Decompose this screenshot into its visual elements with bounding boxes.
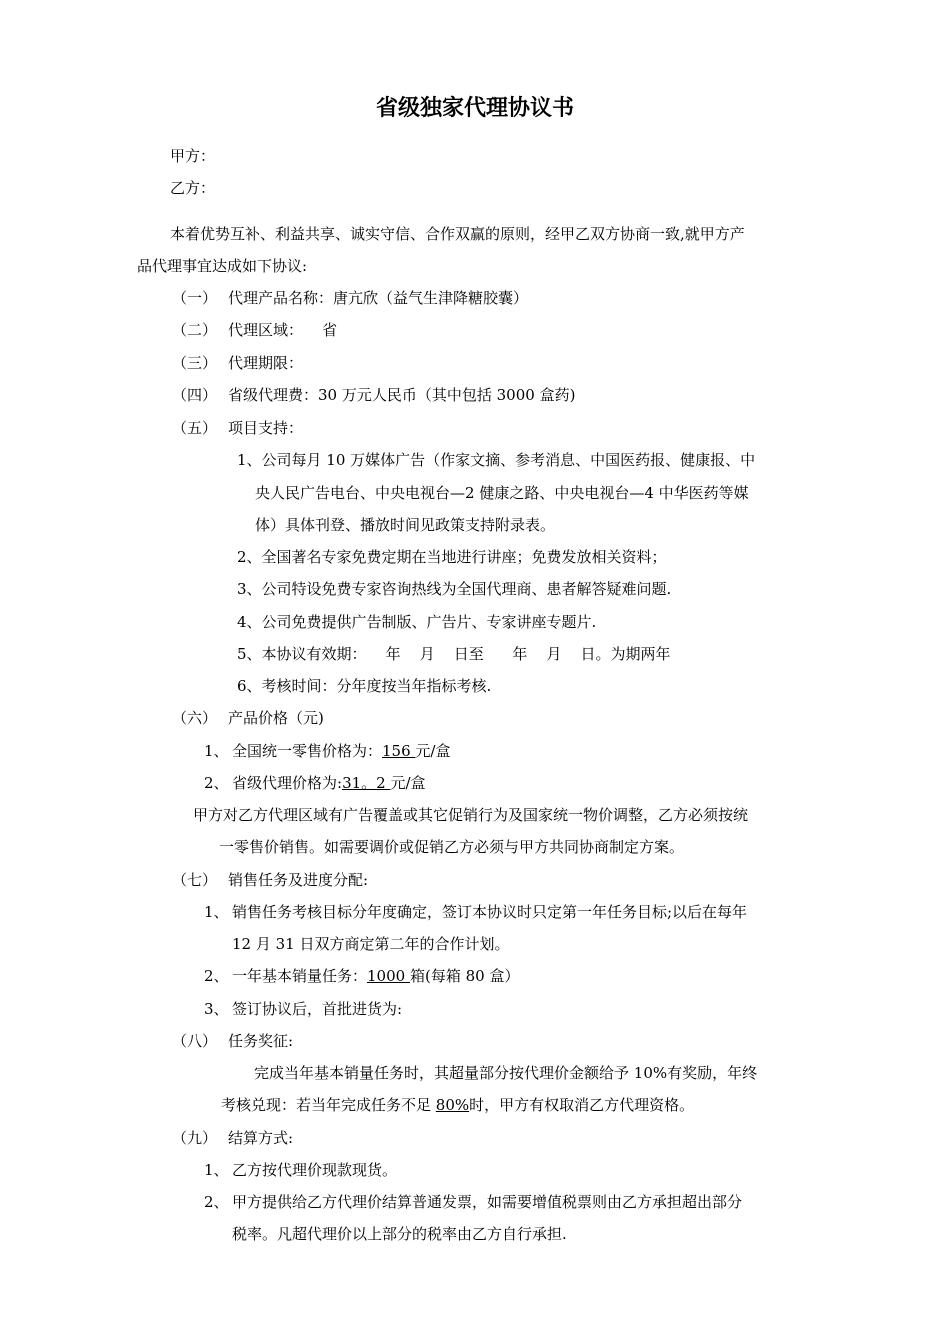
item-number: 3、 [204, 1000, 229, 1018]
task-item-3 [204, 999, 402, 1019]
reward-text: 时，甲方有权取消乙方代理资格。 [469, 1096, 695, 1114]
item-text: 甲方提供给乙方代理价结算普通发票，如需要增值税票则由乙方承担超出部分 [232, 1193, 743, 1211]
section-6 [172, 708, 324, 728]
price-item-1 [204, 741, 450, 761]
section-7 [172, 870, 368, 890]
price-note-line-1: 甲方对乙方代理区域有广告覆盖或其它促销行为及国家统一物价调整，乙方必须按统 [193, 806, 749, 824]
task-item-2 [204, 966, 519, 986]
price-note-line-2: 一零售价销售。如需要调价或促销乙方必须与甲方共同协商制定方案。 [219, 838, 685, 856]
section-number: （六） [172, 709, 218, 727]
settlement-item-2-line-2: 税率。凡超代理价以上部分的税率由乙方自行承担. [232, 1225, 567, 1243]
section-text: 任务奖征: [228, 1032, 294, 1050]
section-text: 代理期限： [228, 354, 304, 372]
item-unit: 元/盒 [390, 774, 426, 792]
section-number: （八） [172, 1032, 218, 1050]
item-unit: 箱(每箱 80 盒） [409, 967, 520, 985]
intro-line-1: 本着优势互补、利益共享、诚实守信、合作双赢的原则，经甲乙双方协商一致,就甲方产 [170, 225, 745, 243]
reward-text: 考核兑现：若当年完成任务不足 [221, 1096, 436, 1114]
section-4 [172, 385, 575, 405]
reward-line-2 [221, 1095, 694, 1115]
item-unit: 元/盒 [415, 742, 451, 760]
item-number: 2、 [204, 967, 229, 985]
section-text: 代理区域： 省 [228, 321, 338, 339]
settlement-item-2-line-1 [204, 1192, 742, 1212]
section-number: （七） [172, 871, 218, 889]
item-number: 1、 [204, 1161, 229, 1179]
section-3 [172, 353, 303, 373]
section-text: 项目支持： [228, 419, 304, 437]
retail-price-value: 156 [382, 742, 416, 760]
price-item-2 [204, 773, 426, 793]
item-number: 2、 [204, 774, 229, 792]
section-text: 代理产品名称：唐亢欣（益气生津降糖胶囊） [228, 289, 529, 307]
item-text: 签订协议后，首批进货为: [232, 1000, 403, 1018]
section-1 [172, 288, 528, 308]
section-9 [172, 1128, 293, 1148]
section-number: （九） [172, 1129, 218, 1147]
item-number: 2、 [204, 1193, 229, 1211]
intro-line-2: 品代理事宜达成如下协议: [137, 257, 308, 275]
item-number: 1、 [204, 742, 229, 760]
item-text: 销售任务考核目标分年度确定，签订本协议时只定第一年任务目标;以后在每年 [232, 903, 748, 921]
task-item-1-line-1 [204, 902, 747, 922]
section-number: （五） [172, 419, 218, 437]
reward-line-1: 完成当年基本销量任务时，其超量部分按代理价金额给予 10%有奖励，年终 [254, 1064, 758, 1082]
section-text: 产品价格（元) [228, 709, 324, 727]
reward-threshold-value: 80% [435, 1096, 470, 1114]
support-item-3: 3、公司特设免费专家咨询热线为全国代理商、患者解答疑难问题. [237, 580, 672, 598]
sales-target-value: 1000 [367, 967, 410, 985]
support-item-2: 2、全国著名专家免费定期在当地进行讲座；免费发放相关资料； [237, 548, 667, 566]
support-item-1-line-2: 央人民广告电台、中央电视台—2 健康之路、中央电视台—4 中华医药等媒 [255, 484, 749, 502]
section-text: 销售任务及进度分配: [228, 871, 369, 889]
item-label: 一年基本销量任务： [232, 967, 368, 985]
agent-price-value: 31。2 [342, 774, 391, 792]
item-text: 乙方按代理价现款现货。 [232, 1161, 398, 1179]
section-2 [172, 320, 337, 340]
section-text: 结算方式: [228, 1129, 294, 1147]
support-item-4: 4、公司免费提供广告制版、广告片、专家讲座专题片. [237, 613, 597, 631]
section-text: 省级代理费：30 万元人民币（其中包括 3000 盒药) [228, 386, 576, 404]
section-number: （二） [172, 321, 218, 339]
support-item-1-line-3: 体）具体刊登、播放时间见政策支持附录表。 [255, 516, 556, 534]
item-label: 省级代理价格为: [232, 774, 343, 792]
settlement-item-1 [204, 1160, 397, 1180]
party-a-label: 甲方： [170, 147, 216, 165]
section-5 [172, 418, 303, 438]
section-number: （四） [172, 386, 218, 404]
support-item-1-line-1: 1、公司每月 10 万媒体广告（作家文摘、参考消息、中国医药报、健康报、中 [237, 451, 756, 469]
support-item-6: 6、考核时间：分年度按当年指标考核. [237, 677, 492, 695]
item-label: 全国统一零售价格为： [232, 742, 383, 760]
party-b-label: 乙方： [170, 179, 216, 197]
section-number: （一） [172, 289, 218, 307]
section-number: （三） [172, 354, 218, 372]
support-item-5: 5、本协议有效期： 年 月 日至 年 月 日。为期两年 [237, 645, 671, 663]
task-item-1-line-2: 12 月 31 日双方商定第二年的合作计划。 [232, 935, 510, 953]
item-number: 1、 [204, 903, 229, 921]
section-8 [172, 1031, 293, 1051]
document-title: 省级独家代理协议书 [375, 96, 574, 121]
